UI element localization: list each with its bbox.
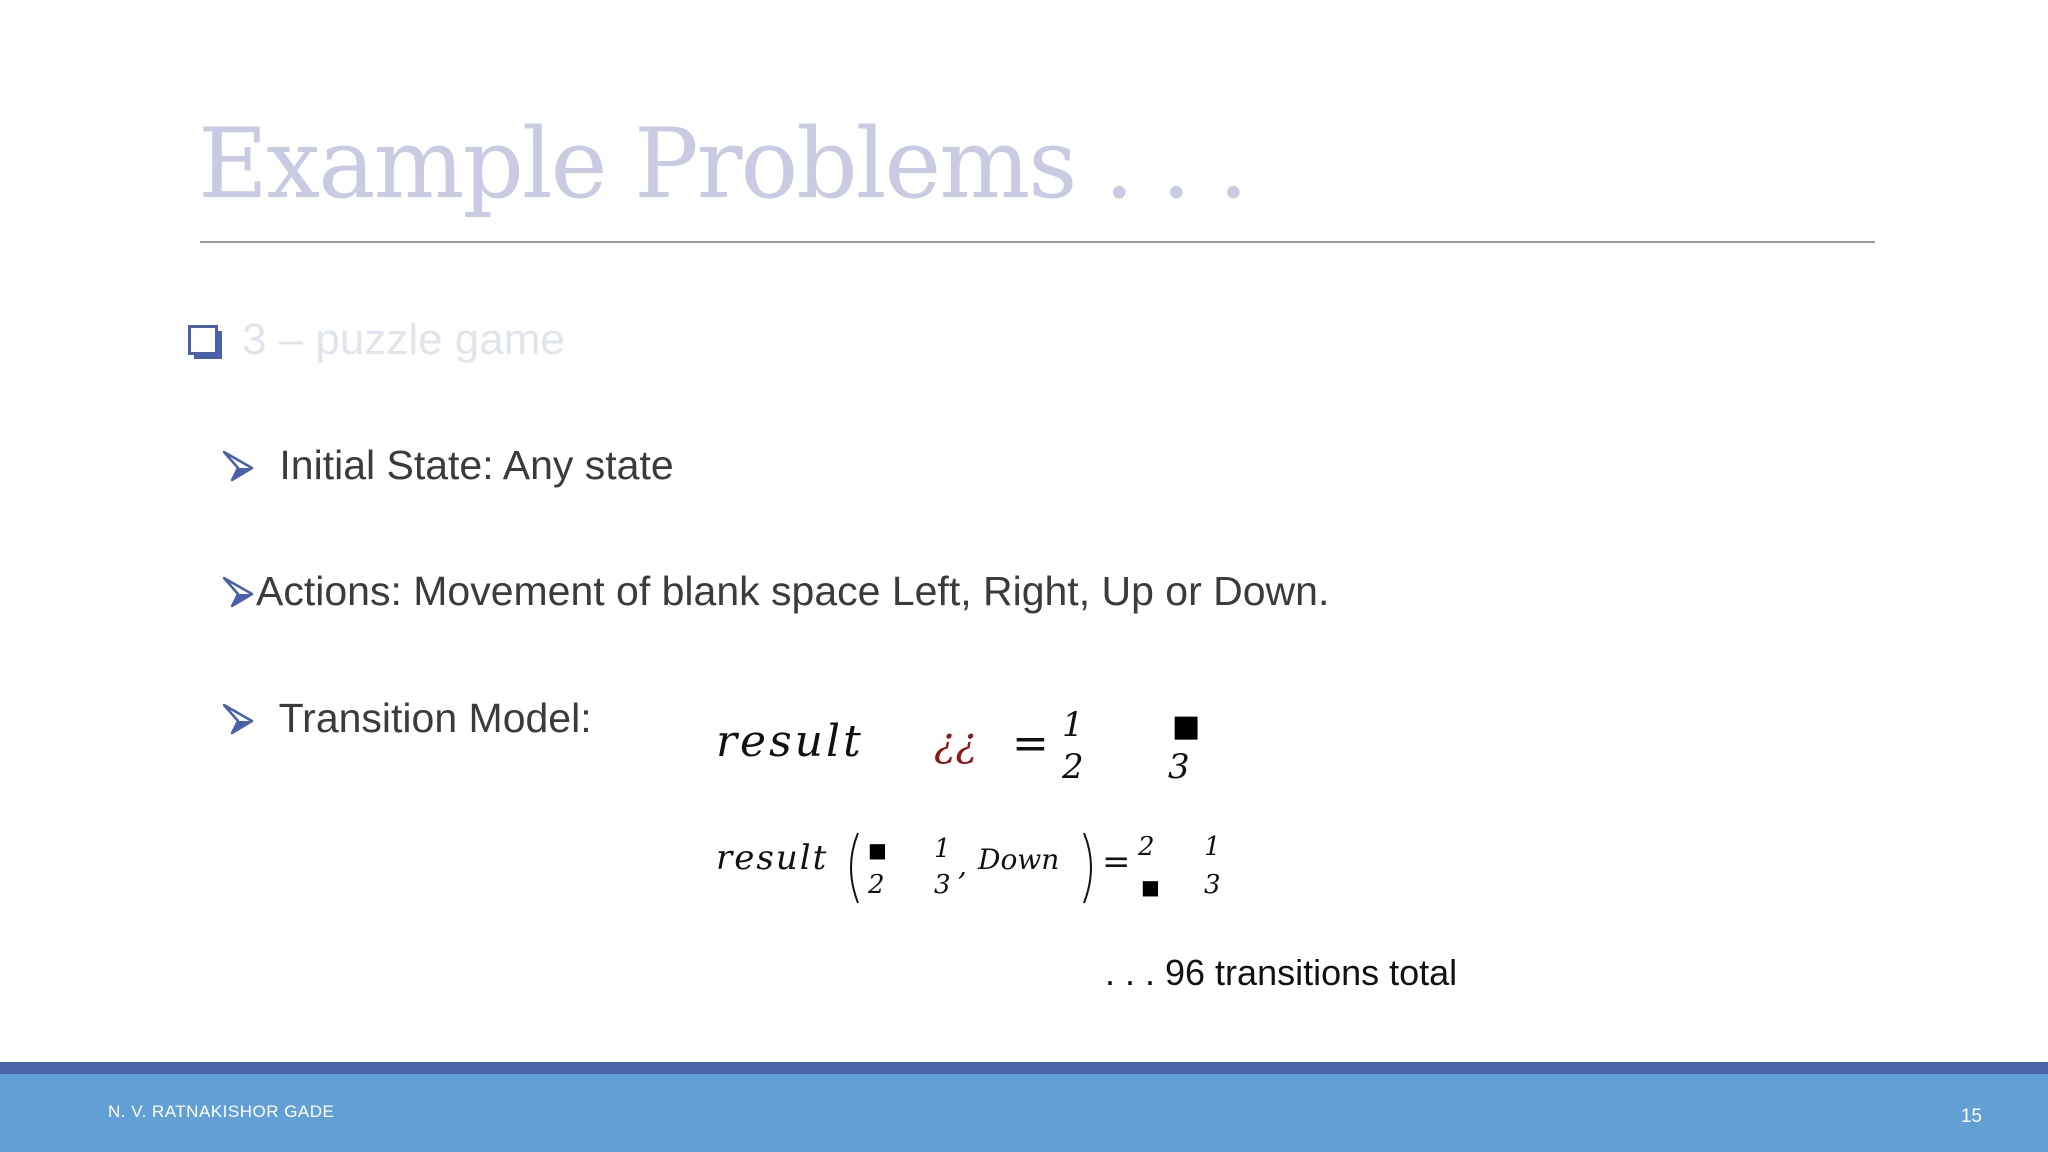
eq2-comma: , [958,849,967,882]
eq2-result-cell: 1 [1204,832,1221,862]
eq1-cell: 1 [1062,705,1084,745]
slide-title: Example Problems . . . [198,108,1247,220]
eq2-function: result [716,838,829,878]
eq2-result-cell: ■ [1141,875,1160,899]
eq2-right-paren [1084,833,1091,903]
arrowhead-bullet-icon [222,450,254,482]
sub-bullet-actions [222,568,1329,615]
transition-equation-2 [716,825,1236,910]
eq1-blank-cell: ■ [1172,709,1201,744]
sub-bullet-label: Actions: Movement of blank space Left, Right, Up or Down. [256,568,1330,614]
sub-bullet-label: Initial State: Any state [268,442,674,488]
eq2-result-cell: 3 [1204,870,1221,900]
eq1-function: result [716,716,864,767]
page-number: 15 [1960,1106,1982,1127]
eq1-glyphs: ¿¿ [934,720,977,766]
sub-bullet-transition-model [222,695,592,742]
eq2-arg-cell: 3 [934,870,951,900]
main-bullet [188,315,565,365]
eq2-arg-cell: 1 [934,834,951,864]
footer-author: N. V. RATNAKISHOR GADE [108,1102,335,1121]
arrowhead-bullet-icon [222,576,254,608]
transition-equation-1 [716,700,1236,790]
eq1-equals: = [1012,718,1049,769]
eq2-left-paren [851,833,858,903]
title-divider [200,241,1875,243]
eq2-arg-cell: ■ [868,838,887,862]
eq2-result-cell: 2 [1138,832,1155,862]
eq2-arg-cell: 2 [868,870,885,900]
eq2-action: Down [978,843,1060,876]
hollow-square-bullet-icon [188,325,218,355]
arrowhead-bullet-icon [222,703,254,735]
sub-bullet-label: Transition Model: [268,695,592,741]
footer-stripe [0,1062,2048,1074]
main-bullet-text: 3 – puzzle game [242,315,565,364]
eq2-equals: = [1102,842,1131,882]
transitions-note: . . . 96 transitions total [1105,952,1458,993]
eq1-cell: 3 [1168,747,1190,787]
eq1-cell: 2 [1062,747,1084,787]
sub-bullet-initial-state [222,442,674,489]
